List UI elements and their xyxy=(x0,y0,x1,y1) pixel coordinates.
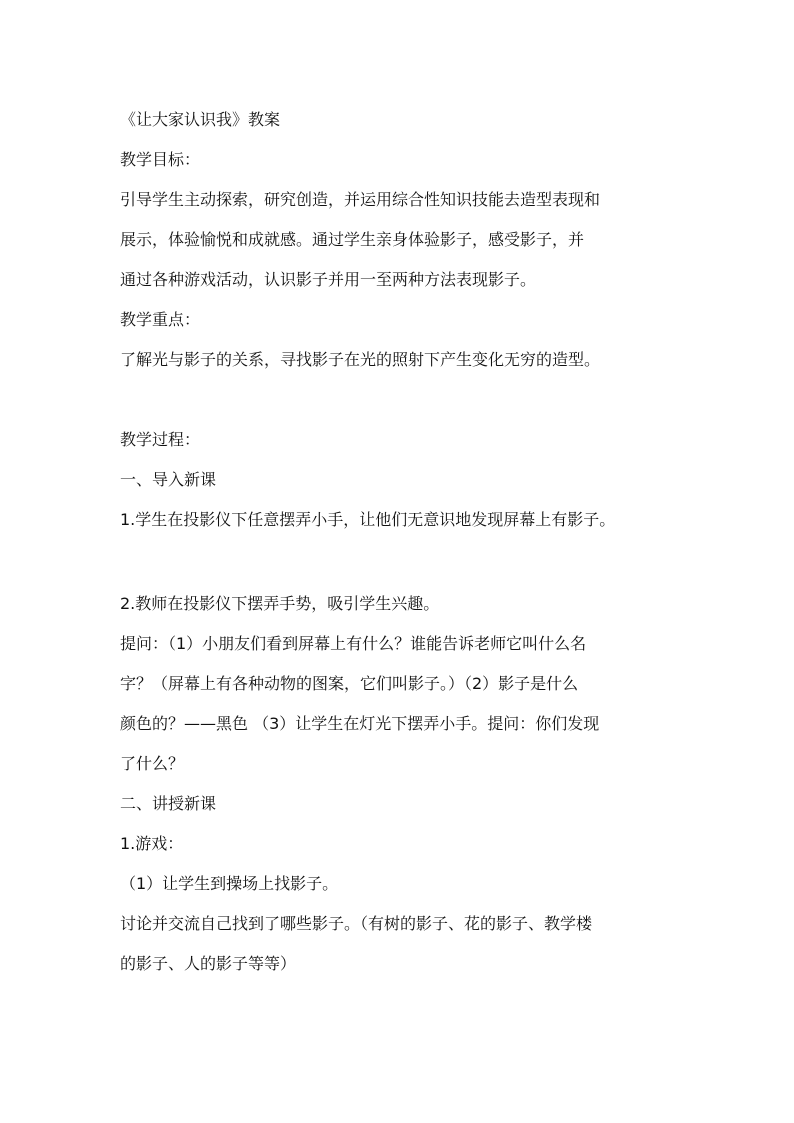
discussion-line: 讨论并交流自己找到了哪些影子。（有树的影子、花的影子、教学楼 xyxy=(120,914,593,933)
objectives-line: 通过各种游戏活动，认识影子并用一至两种方法表现影子。 xyxy=(120,270,537,289)
section1-heading: 一、导入新课 xyxy=(120,470,217,489)
key-points-line: 了解光与影子的关系，寻找影子在光的照射下产生变化无穷的造型。 xyxy=(120,350,601,369)
item1-line: 1.学生在投影仪下任意摆弄小手，让他们无意识地发现屏幕上有影子。 xyxy=(120,510,616,529)
game-heading: 1.游戏： xyxy=(120,834,184,853)
game-item1: （1）让学生到操场上找影子。 xyxy=(120,874,339,893)
objectives-line: 展示，体验愉悦和成就感。通过学生亲身体验影子，感受影子，并 xyxy=(120,230,585,249)
paragraph-gap xyxy=(120,540,680,584)
question-line: 了什么？ xyxy=(120,754,185,773)
question-line: 颜色的？——黑色 （3）让学生在灯光下摆弄小手。提问：你们发现 xyxy=(120,714,600,733)
discussion-line: 的影子、人的影子等等） xyxy=(120,954,297,973)
section2-heading: 二、讲授新课 xyxy=(120,794,217,813)
item2-line: 2.教师在投影仪下摆弄手势，吸引学生兴趣。 xyxy=(120,594,440,613)
question-line: 字？（屏幕上有各种动物的图案，它们叫影子。）（2）影子是什么 xyxy=(120,674,579,693)
key-points-heading: 教学重点： xyxy=(120,310,201,329)
paragraph-gap xyxy=(120,380,680,420)
question-line: 提问：（1）小朋友们看到屏幕上有什么？谁能告诉老师它叫什么名 xyxy=(120,634,587,653)
objectives-line: 引导学生主动探索，研究创造，并运用综合性知识技能去造型表现和 xyxy=(120,190,601,209)
objectives-heading: 教学目标： xyxy=(120,150,201,169)
document-page xyxy=(120,100,680,984)
document-title: 《让大家认识我》教案 xyxy=(120,110,281,129)
process-heading: 教学过程： xyxy=(120,430,201,449)
